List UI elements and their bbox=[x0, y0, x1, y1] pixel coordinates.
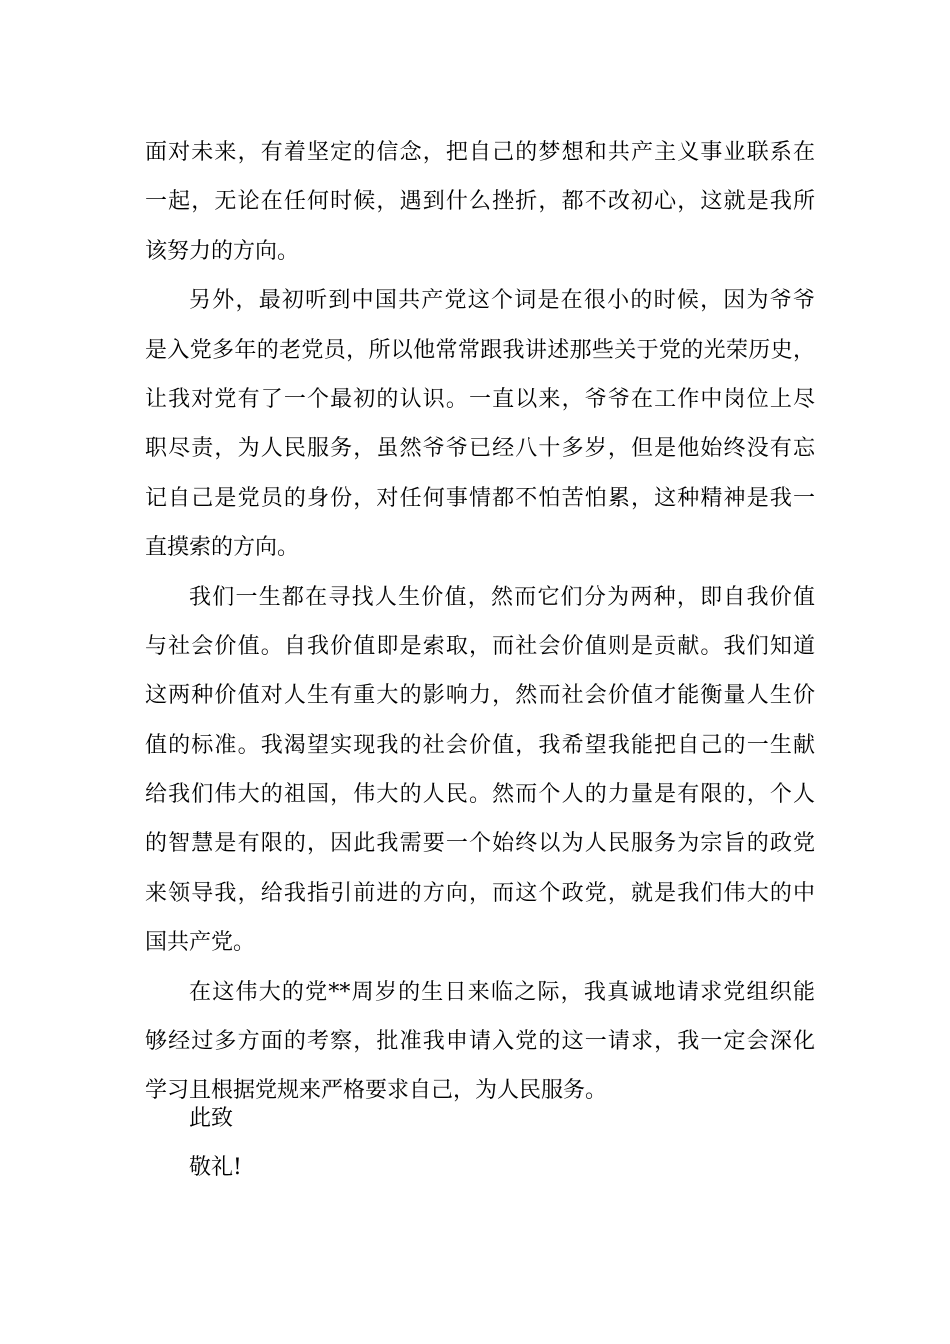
closing-salutation: 此致 bbox=[189, 1106, 234, 1131]
text-line: 给我们伟大的祖国，伟大的人民。然而个人的力量是有限的，个人 bbox=[145, 782, 815, 808]
text-line: 职尽责，为人民服务，虽然爷爷已经八十多岁，但是他始终没有忘 bbox=[145, 436, 815, 462]
letter-body bbox=[145, 128, 815, 1116]
paragraph-2 bbox=[145, 276, 815, 572]
text-line: 的智慧是有限的，因此我需要一个始终以为人民服务为宗旨的政党 bbox=[145, 831, 815, 857]
text-line: 让我对党有了一个最初的认识。一直以来，爷爷在工作中岗位上尽 bbox=[145, 386, 815, 412]
paragraph-1 bbox=[145, 128, 815, 276]
paragraph-3 bbox=[145, 573, 815, 968]
text-line: 够经过多方面的考察，批准我申请入党的这一请求，我一定会深化 bbox=[145, 1029, 815, 1055]
paragraph-4 bbox=[145, 968, 815, 1116]
text-line: 学习且根据党规来严格要求自己，为人民服务。 bbox=[145, 1078, 608, 1104]
text-line: 记自己是党员的身份，对任何事情都不怕苦怕累，这种精神是我一 bbox=[145, 485, 815, 511]
text-line: 值的标准。我渴望实现我的社会价值，我希望我能把自己的一生献 bbox=[145, 732, 815, 758]
text-line: 直摸索的方向。 bbox=[145, 535, 300, 561]
text-line: 我们一生都在寻找人生价值，然而它们分为两种，即自我价值 bbox=[189, 584, 815, 610]
text-line: 该努力的方向。 bbox=[145, 238, 300, 264]
text-line: 面对未来，有着坚定的信念，把自己的梦想和共产主义事业联系在 bbox=[145, 140, 815, 165]
closing-regards: 敬礼! bbox=[189, 1155, 242, 1180]
text-line: 与社会价值。自我价值即是索取，而社会价值则是贡献。我们知道 bbox=[145, 633, 815, 659]
text-line: 另外，最初听到中国共产党这个词是在很小的时候，因为爷爷 bbox=[189, 288, 815, 314]
text-line: 国共产党。 bbox=[145, 930, 256, 956]
text-line: 这两种价值对人生有重大的影响力，然而社会价值才能衡量人生价 bbox=[145, 683, 815, 709]
text-line: 来领导我，给我指引前进的方向，而这个政党，就是我们伟大的中 bbox=[145, 880, 815, 906]
text-line: 在这伟大的党**周岁的生日来临之际，我真诚地请求党组织能 bbox=[189, 979, 815, 1005]
text-line: 是入党多年的老党员，所以他常常跟我讲述那些关于党的光荣历史， bbox=[145, 337, 815, 363]
text-line: 一起，无论在任何时候，遇到什么挫折，都不改初心，这就是我所 bbox=[145, 189, 815, 215]
